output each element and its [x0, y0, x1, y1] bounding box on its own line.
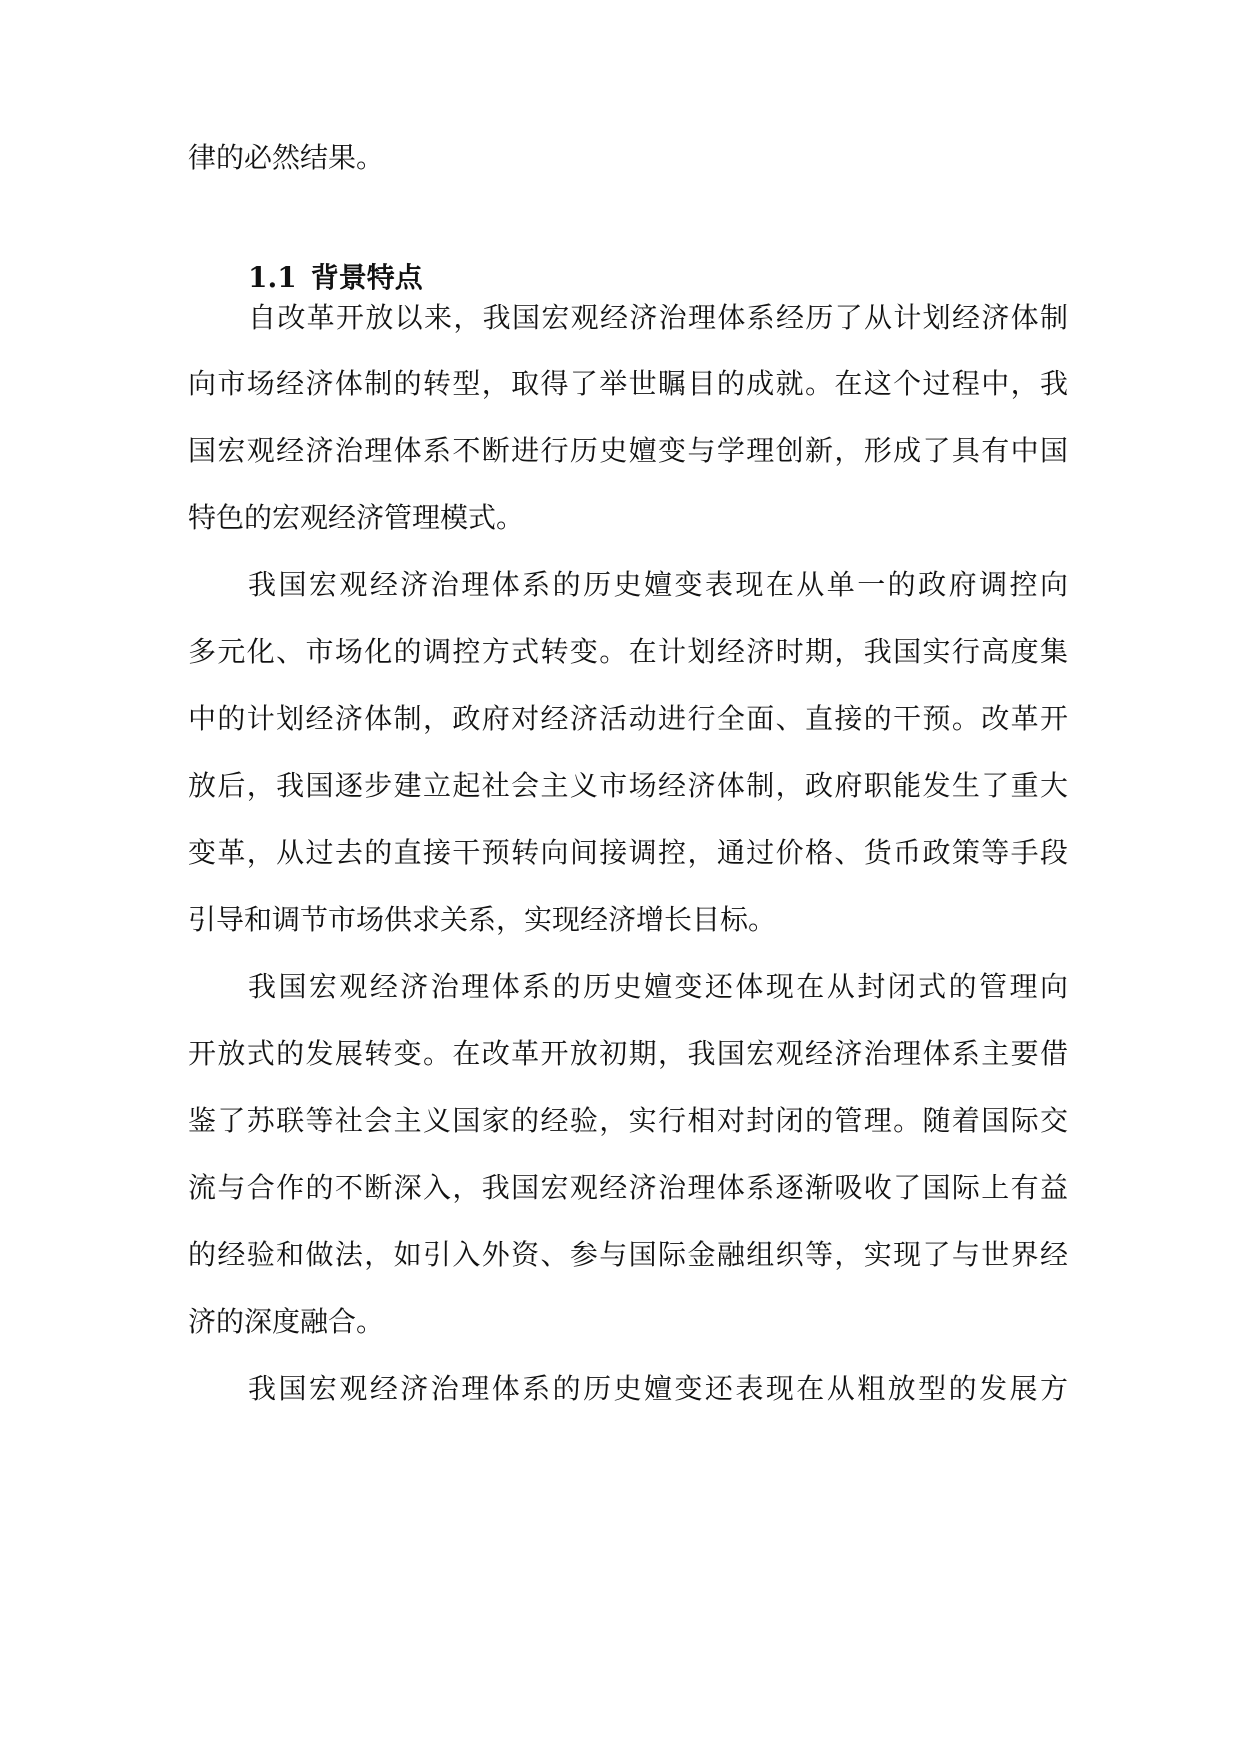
- paragraph-line: 向市场经济体制的转型，取得了举世瞩目的成就。在这个过程中，我: [188, 367, 1068, 400]
- continuation-line: 律的必然结果。: [188, 141, 385, 174]
- paragraph-line: 变革，从过去的直接干预转向间接调控，通过价格、货币政策等手段: [188, 836, 1068, 869]
- paragraph-line: 鉴了苏联等社会主义国家的经验，实行相对封闭的管理。随着国际交: [188, 1104, 1068, 1137]
- paragraph-line: 中的计划经济体制，政府对经济活动进行全面、直接的干预。改革开: [188, 702, 1068, 735]
- paragraph-line: 国宏观经济治理体系不断进行历史嬗变与学理创新，形成了具有中国: [188, 434, 1068, 467]
- paragraph-line: 引导和调节市场供求关系，实现经济增长目标。: [188, 903, 777, 936]
- paragraph-line: 特色的宏观经济管理模式。: [188, 501, 525, 534]
- paragraph-line: 我国宏观经济治理体系的历史嬗变还表现在从粗放型的发展方: [248, 1372, 1068, 1405]
- section-title: 背景特点: [310, 261, 423, 294]
- paragraph-line: 流与合作的不断深入，我国宏观经济治理体系逐渐吸收了国际上有益: [188, 1171, 1068, 1204]
- paragraph-line: 我国宏观经济治理体系的历史嬗变还体现在从封闭式的管理向: [248, 970, 1068, 1003]
- paragraph-line: 开放式的发展转变。在改革开放初期，我国宏观经济治理体系主要借: [188, 1037, 1068, 1070]
- paragraph-line: 我国宏观经济治理体系的历史嬗变表现在从单一的政府调控向: [248, 568, 1068, 601]
- paragraph-line: 放后，我国逐步建立起社会主义市场经济体制，政府职能发生了重大: [188, 769, 1068, 802]
- paragraph-line: 自改革开放以来，我国宏观经济治理体系经历了从计划经济体制: [248, 301, 1068, 334]
- paragraph-line: 多元化、市场化的调控方式转变。在计划经济时期，我国实行高度集: [188, 635, 1068, 668]
- section-number: 1.1: [248, 261, 297, 294]
- paragraph-line: 济的深度融合。: [188, 1305, 385, 1338]
- section-heading: [248, 258, 423, 298]
- paragraph-line: 的经验和做法，如引入外资、参与国际金融组织等，实现了与世界经: [188, 1238, 1068, 1271]
